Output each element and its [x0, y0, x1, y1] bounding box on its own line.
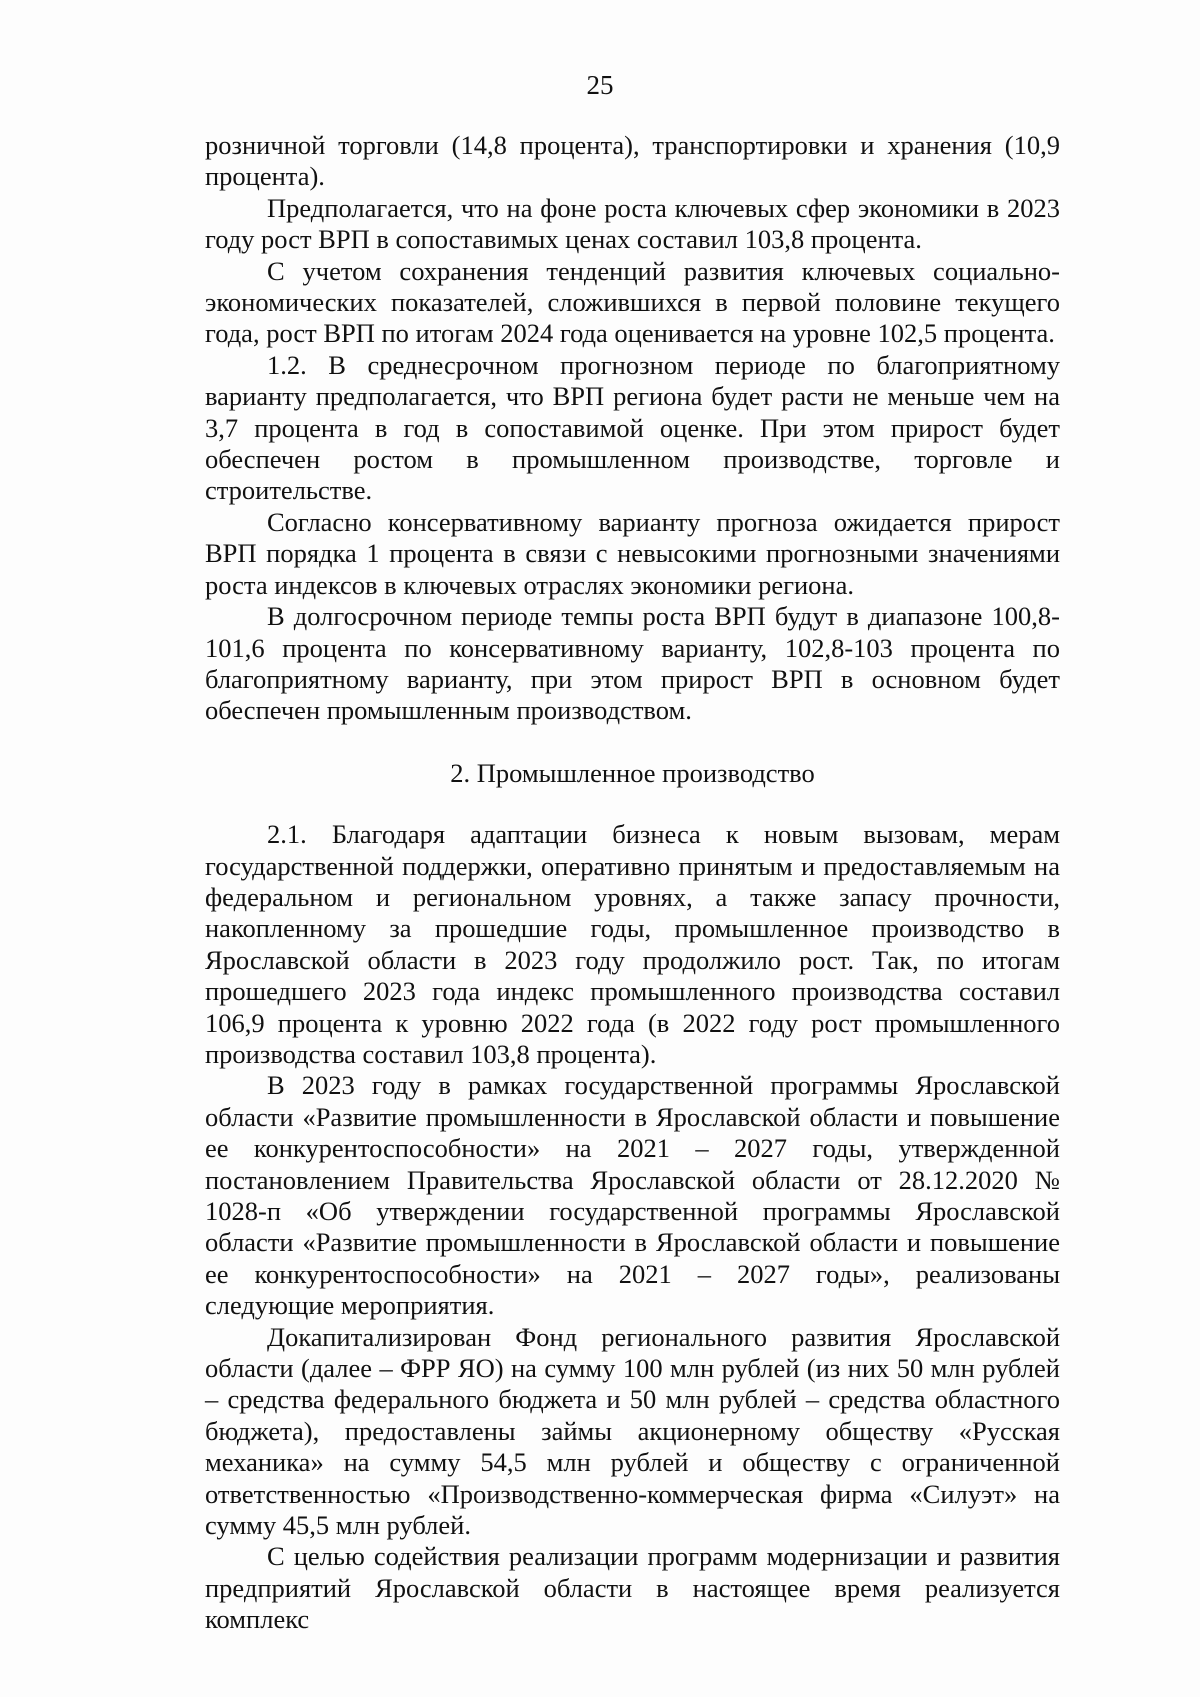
- page-number: 25: [586, 70, 614, 100]
- paragraph-conservative: Согласно консервативному варианту прогноза ожидается прирост ВРП порядка 1 процента в связи с невысокими прогнозными значениями роста индексов в ключевых отраслях экономики региона.: [205, 506, 1060, 600]
- paragraph-long-term: В долгосрочном периоде темпы роста ВРП будут в диапазоне 100,8-101,6 процента по консервативному варианту, 102,8-103 процента по благоприятному варианту, при этом прирост ВРП в основном будет обеспечен промышленным производством.: [205, 601, 1060, 726]
- paragraph-state-program: В 2023 году в рамках государственной программы Ярославской области «Развитие промышленности в Ярославской области и повышение ее конкурентоспособности» на 2021 – 2027 годы, утвержденной постановлением Правительства Ярославской области от 28.12.2020 № 1028-п «Об утверждении государственной программы Ярославской области «Развитие промышленности в Ярославской области и повышение ее конкурентоспособности» на 2021 – 2027 годы», реализованы следующие мероприятия.: [205, 1070, 1060, 1321]
- section-heading: 2. Промышленное производство: [450, 757, 815, 788]
- paragraph-1-2-favorable: 1.2. В среднесрочном прогнозном периоде по благоприятному варианту предполагается, что ВРП региона будет расти не меньше чем на 3,7 процента в год в сопоставимой оценке. При этом прирост будет обеспечен ростом в промышленном производстве, торговле и строительстве.: [205, 349, 1060, 506]
- paragraph-grp-2023: Предполагается, что на фоне роста ключевых сфер экономики в 2023 году рост ВРП в сопоставимых ценах составил 103,8 процента.: [205, 192, 1060, 255]
- paragraph-2-1: 2.1. Благодаря адаптации бизнеса к новым вызовам, мерам государственной поддержки, оперативно принятым и предоставляемым на федеральном и региональном уровнях, а также запасу прочности, накопленному за прошедшие годы, промышленное производство в Ярославской области в 2023 году продолжило рост. Так, по итогам прошедшего 2023 года индекс промышленного производства составил 106,9 процента к уровню 2022 года (в 2022 году рост промышленного производства составил 103,8 процента).: [205, 819, 1060, 1069]
- paragraph-modernization: С целью содействия реализации программ модернизации и развития предприятий Ярославской области в настоящее время реализуется комплекс: [205, 1541, 1060, 1635]
- paragraph-grp-2024: С учетом сохранения тенденций развития ключевых социально-экономических показателей, сложившихся в первой половине текущего года, рост ВРП по итогам 2024 года оценивается на уровне 102,5 процента.: [205, 255, 1060, 349]
- document-body: [205, 130, 1060, 1636]
- paragraph-frr-capitalization: Докапитализирован Фонд регионального развития Ярославской области (далее – ФРР ЯО) на сумму 100 млн рублей (из них 50 млн рублей – средства федерального бюджета и 50 млн рублей – средства областного бюджета), предоставлены займы акционерному обществу «Русская механика» на сумму 54,5 млн рублей и обществу с ограниченной ответственностью «Производственно-коммерческая фирма «Силуэт» на сумму 45,5 млн рублей.: [205, 1321, 1060, 1541]
- paragraph-continuation: розничной торговли (14,8 процента), транспортировки и хранения (10,9 процента).: [205, 130, 1060, 192]
